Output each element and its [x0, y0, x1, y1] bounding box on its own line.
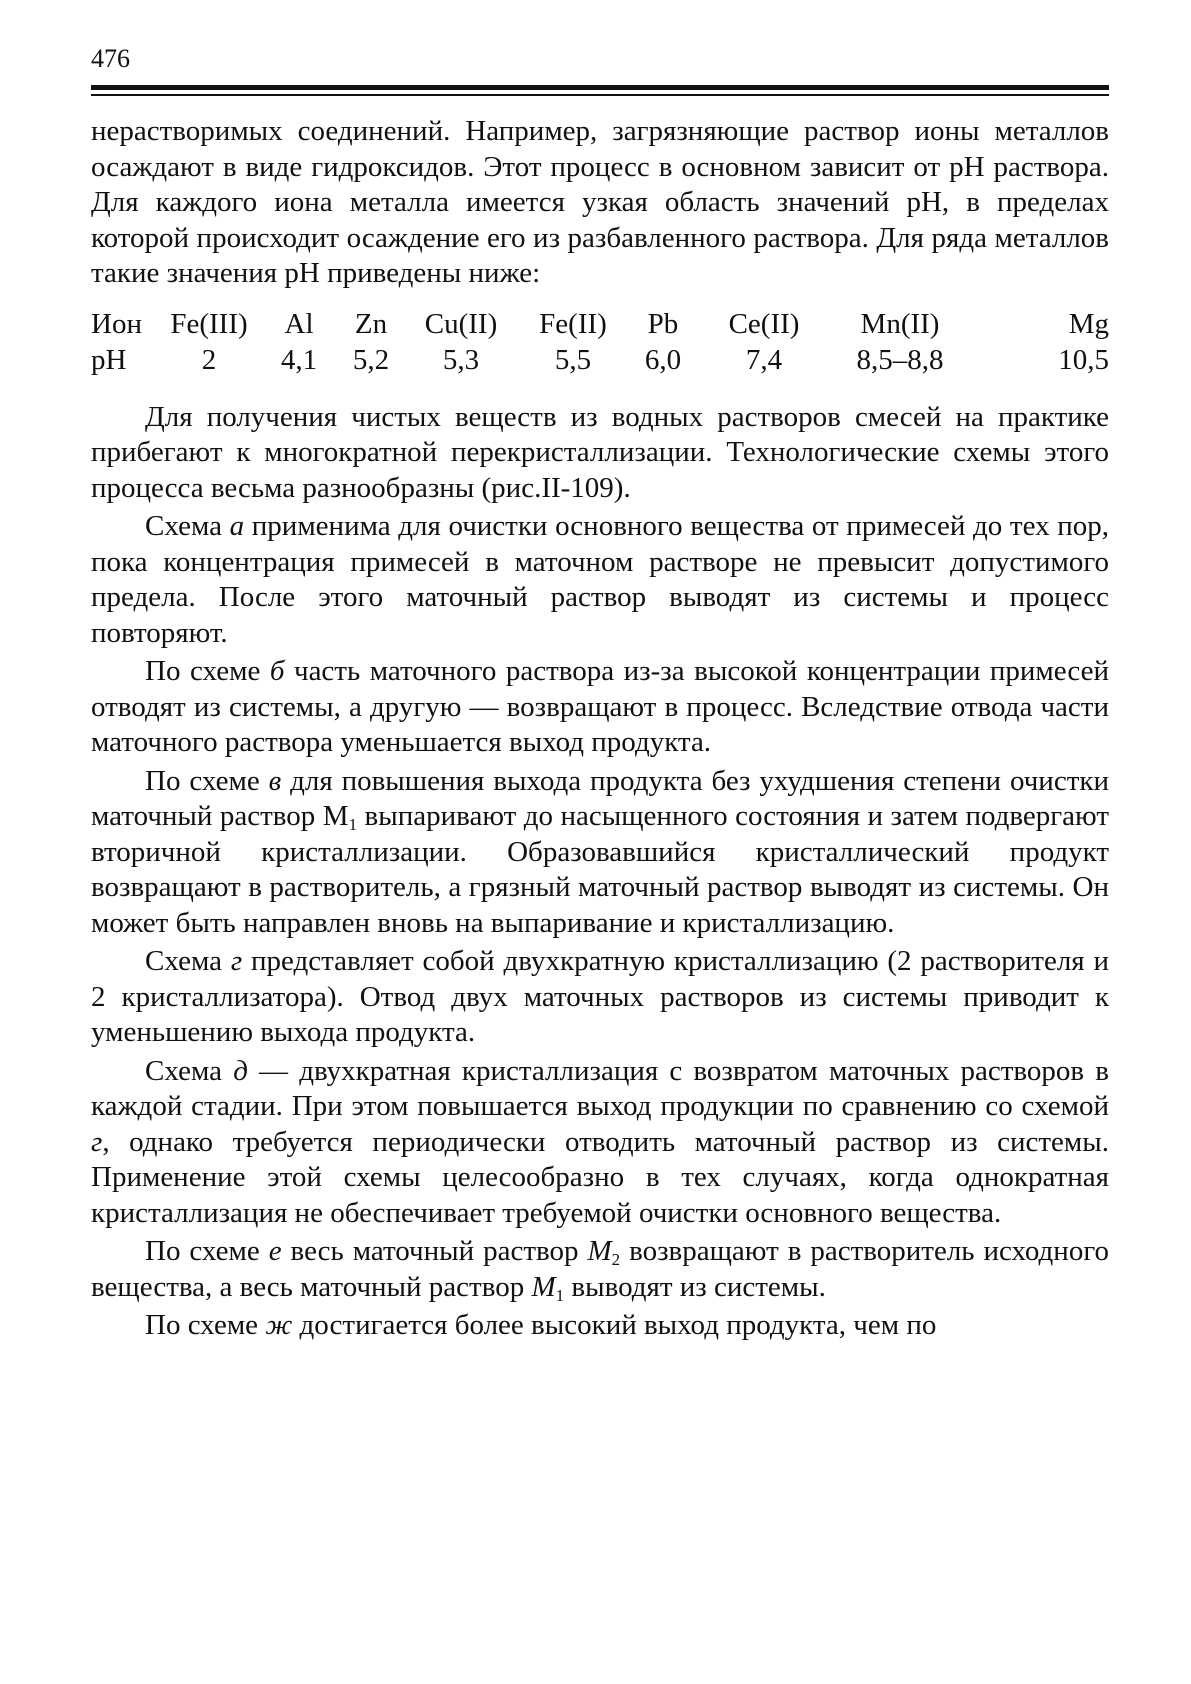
ph-cell: 4,1: [280, 343, 318, 376]
paragraph-scheme-e: [91, 1234, 1109, 1305]
text-run: весь маточный раствор: [281, 1235, 588, 1267]
paragraph-scheme-a: [91, 509, 1109, 651]
text-run: По схеме: [145, 655, 270, 687]
text-run: — двухкратная кристаллизация с возвратом маточных растворов в каждой стадии. При этом повышается выход продукции по сравнению со схемой: [91, 1054, 1109, 1122]
ph-cell: 5,3: [442, 343, 480, 376]
ph-table: [91, 306, 1109, 378]
subscript: 1: [555, 1285, 565, 1305]
variable-m: M: [531, 1270, 556, 1303]
scheme-letter: а: [229, 510, 245, 542]
scheme-letter: ж: [265, 1309, 293, 1341]
text-run: Схема: [145, 1054, 234, 1087]
paragraph-scheme-v: [91, 764, 1109, 942]
ion-cell: Mn(II): [860, 307, 940, 340]
text-run: применима для очистки основного вещества от примесей до тех пор, пока концентрация примесей в маточном растворе не превысит допустимого предела. После этого маточный раствор выводят из системы и процесс повторяют.: [91, 510, 1109, 649]
text-run: Схема: [145, 510, 230, 542]
text-run: выпаривают до насыщенного состояния и затем подвергают вторичной кристаллизации. Образовавшийся кристаллический продукт возвращают в растворитель, а грязный маточный раствор выводят из системы. Он может быть направлен вновь на выпаривание и кристаллизацию.: [91, 800, 1109, 939]
intro-paragraph: нерастворимых соединений. Например, загрязняющие раствор ионы металлов осаждают в виде гидроксидов. Этот процесс в основном зависит от pH раствора. Для каждого иона металла имеется узкая область значений pH, в пределах которой происходит осаждение его из разбавленного раствора. Для ряда металлов такие значения pH приведены ниже:: [91, 115, 1109, 289]
variable-m: M: [587, 1235, 612, 1267]
scheme-letter: е: [268, 1235, 282, 1267]
ion-cell: Al: [284, 307, 314, 340]
text-run: представляет собой двухкратную кристаллизацию (2 растворителя и 2 кристаллизатора). Отвод двух маточных растворов из системы приводит к уменьшению выхода продукта.: [91, 945, 1109, 1048]
ph-cell: 7,4: [745, 343, 783, 376]
text-run: По схеме: [145, 764, 269, 797]
paragraph-scheme-b: [91, 654, 1109, 761]
ph-cell: 2: [201, 343, 217, 376]
text-run: для повышения выхода продукта без ухудшения степени очистки маточный раствор М: [91, 764, 1109, 832]
text-run: достигается более высокий выход продукта, чем по: [292, 1309, 937, 1341]
ph-cell: 6,0: [644, 343, 682, 376]
ion-cell: Fe(II): [539, 307, 607, 340]
ion-cell: Pb: [647, 307, 679, 340]
paragraph-scheme-g: [91, 944, 1109, 1051]
subscript: 2: [611, 1250, 621, 1269]
text-run: выводят из системы.: [564, 1270, 826, 1303]
ph-cell: 10,5: [1058, 343, 1109, 376]
paragraph-scheme-zh: [91, 1308, 1109, 1344]
scheme-letter: г: [91, 1125, 103, 1158]
ph-cell: 5,2: [352, 343, 390, 376]
ph-label: pH: [91, 343, 127, 376]
ph-cell: 8,5–8,8: [856, 343, 944, 376]
ion-label: Ион: [91, 307, 142, 340]
text-run: Схема: [145, 945, 231, 977]
text-run: возвращают в растворитель исходного вещества, а весь маточный раствор: [91, 1235, 1109, 1303]
ph-row: [91, 342, 1109, 378]
scheme-letter: б: [269, 655, 285, 687]
text-run: По схеме: [145, 1309, 266, 1341]
paragraph-recrystallization: Для получения чистых веществ из водных растворов смесей на практике прибегают к многократной перекристаллизации. Технологические схемы этого процесса весьма разнообразны (рис.II-109).: [91, 400, 1109, 504]
body-text: [91, 114, 1109, 1344]
ion-row: [91, 306, 1109, 342]
page-number: 476: [91, 44, 130, 73]
ion-cell: Mg: [1068, 307, 1109, 340]
paragraph-scheme-d: [91, 1054, 1109, 1232]
text-run: , однако требуется периодически отводить маточный раствор из системы. Применение этой схемы целесообразно в тех случаях, когда однократная кристаллизация не обеспечивает требуемой очистки основного вещества.: [91, 1125, 1109, 1229]
scheme-letter: г: [230, 945, 243, 977]
ion-cell: Zn: [354, 307, 388, 340]
header-rule-thick: [91, 85, 1109, 90]
text-run: часть маточного раствора из-за высокой концентрации примесей отводят из системы, а другую — возвращают в процесс. Вследствие отвода части маточного раствора уменьшается выход продукта.: [91, 655, 1109, 758]
ion-cell: Ce(II): [728, 307, 800, 340]
text-run: По схеме: [145, 1235, 269, 1267]
scheme-letter: д: [233, 1054, 248, 1087]
header-rule-thin: [91, 94, 1109, 96]
ion-cell: Cu(II): [424, 307, 498, 340]
ph-cell: 5,5: [554, 343, 592, 376]
subscript: 1: [348, 815, 358, 834]
ion-cell: Fe(III): [170, 307, 248, 340]
scheme-letter: в: [268, 764, 282, 797]
